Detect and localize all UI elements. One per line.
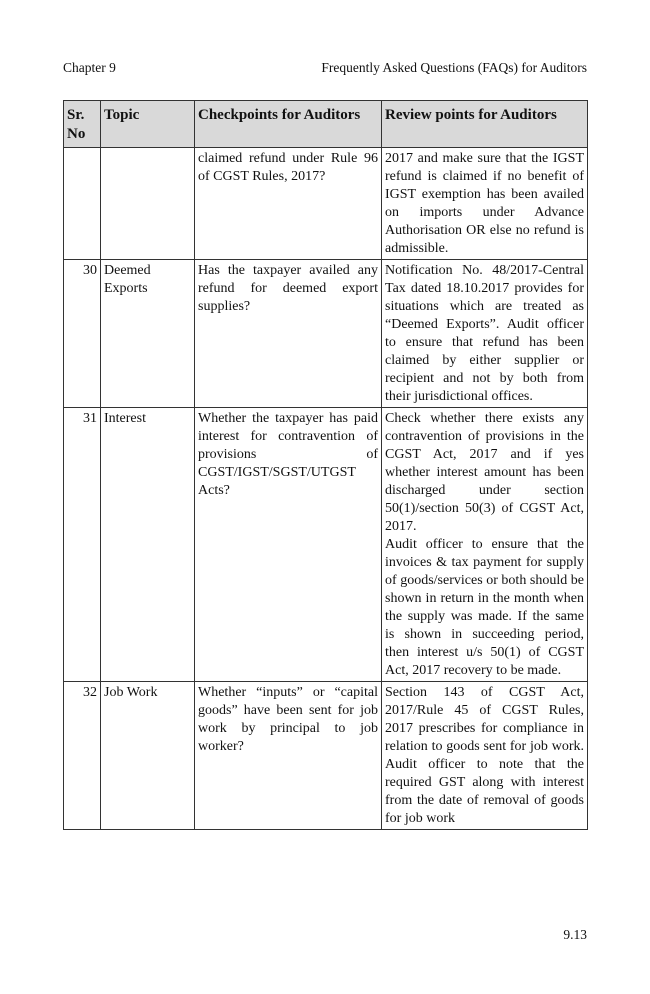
column-header-review-points: Review points for Auditors xyxy=(382,101,588,148)
review-cell xyxy=(382,148,588,260)
table-row xyxy=(64,408,588,682)
sr-no-cell: 32 xyxy=(64,682,101,830)
review-cell xyxy=(382,408,588,682)
sr-no-cell: 31 xyxy=(64,408,101,682)
table-row xyxy=(64,260,588,408)
review-paragraph: Notification No. 48/2017-Central Tax dated 18.10.2017 provides for situations which are treated as “Deemed Exports”. Audit officer to ensure that refund has been claimed by either supplier or recipient and not by both from their jurisdictional offices. xyxy=(385,263,584,404)
chapter-label: Chapter 9 xyxy=(63,60,116,75)
table-row xyxy=(64,682,588,830)
review-paragraph: 2017 and make sure that the IGST refund is claimed if no benefit of IGST exemption has been availed on imports under Advance Authorisation OR else no refund is admissible. xyxy=(385,151,584,256)
topic-cell xyxy=(101,148,195,260)
page-header xyxy=(63,60,587,80)
sr-no-cell xyxy=(64,148,101,260)
column-header-checkpoints: Checkpoints for Auditors xyxy=(195,101,382,148)
faq-table xyxy=(63,100,588,830)
review-cell xyxy=(382,682,588,830)
topic-cell: Interest xyxy=(101,408,195,682)
checkpoint-cell: claimed refund under Rule 96 of CGST Rules, 2017? xyxy=(195,148,382,260)
table-row xyxy=(64,148,588,260)
sr-no-cell: 30 xyxy=(64,260,101,408)
review-paragraph: Section 143 of CGST Act, 2017/Rule 45 of CGST Rules, 2017 prescribes for compliance in relation to goods sent for job work. Audit officer to note that the required GST along with interest from the date of removal of goods for job work xyxy=(385,685,584,826)
table-header-row xyxy=(64,101,588,148)
page-number: 9.13 xyxy=(563,927,587,942)
running-title: Frequently Asked Questions (FAQs) for Auditors xyxy=(321,60,587,75)
review-paragraph: Audit officer to ensure that the invoices & tax payment for supply of goods/services or both should be shown in return in the month when the supply was made. If the same is shown in succeeding period, then interest u/s 50(1) of CGST Act, 2017 recovery to be made. xyxy=(385,537,584,678)
column-header-topic: Topic xyxy=(101,101,195,148)
topic-cell: Job Work xyxy=(101,682,195,830)
topic-cell: Deemed Exports xyxy=(101,260,195,408)
checkpoint-cell: Whether “inputs” or “capital goods” have been sent for job work by principal to job worker? xyxy=(195,682,382,830)
review-paragraph: Check whether there exists any contravention of provisions in the CGST Act, 2017 and if yes whether interest amount has been discharged under section 50(1)/section 50(3) of CGST Act, 2017. xyxy=(385,411,584,534)
review-cell xyxy=(382,260,588,408)
column-header-sr-no: Sr. No xyxy=(64,101,101,148)
checkpoint-cell: Whether the taxpayer has paid interest for contravention of provisions of CGST/IGST/SGST/UTGST Acts? xyxy=(195,408,382,682)
checkpoint-cell: Has the taxpayer availed any refund for deemed export supplies? xyxy=(195,260,382,408)
